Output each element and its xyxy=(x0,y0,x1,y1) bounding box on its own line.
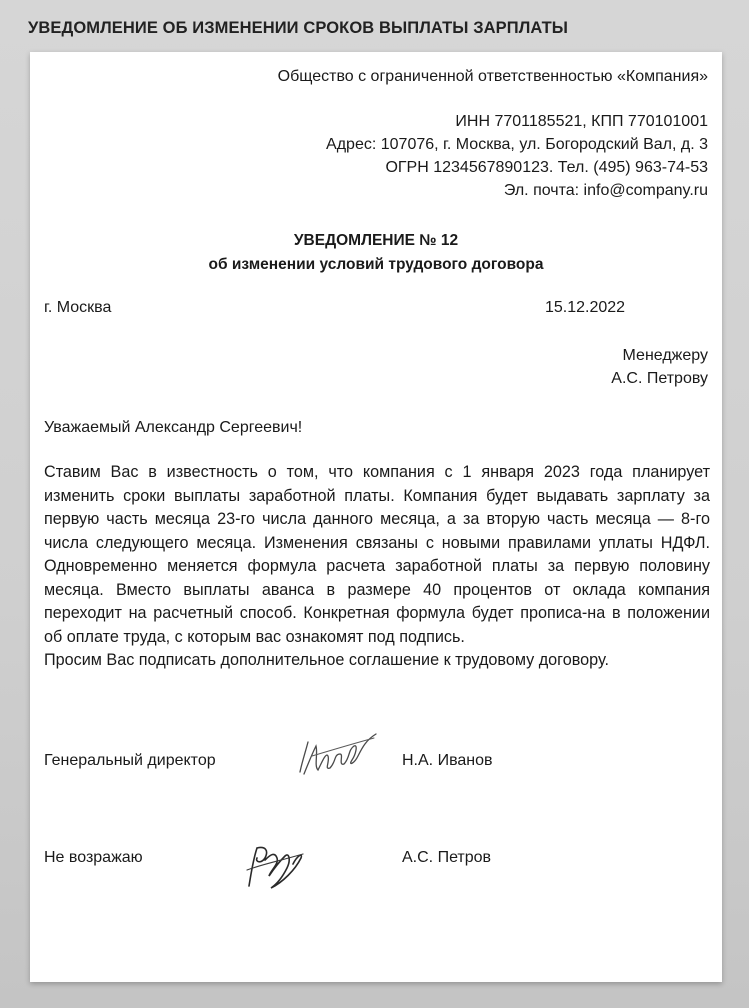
company-inn-kpp: ИНН 7701185521, КПП 770101001 xyxy=(455,113,708,130)
document-date: 15.12.2022 xyxy=(545,299,626,316)
notice-body xyxy=(44,461,710,673)
company-address: Адрес: 107076, г. Москва, ул. Богородский Вал, д. 3 xyxy=(326,136,708,153)
notice-subject: об изменении условий трудового договора xyxy=(208,256,544,273)
employee-note: Не возражаю xyxy=(44,849,143,866)
greeting: Уважаемый Александр Сергеевич! xyxy=(44,419,303,436)
body-paragraph-2: Просим Вас подписать дополнительное соглашение к трудовому договору. xyxy=(44,651,609,669)
company-ogrn-phone: ОГРН 1234567890123. Тел. (495) 963-74-53 xyxy=(385,159,708,176)
recipient-name: А.С. Петрову xyxy=(611,370,708,387)
body-paragraph-1: Ставим Вас в известность о том, что компания с 1 января 2023 года планирует изменить сроки выплаты заработной платы. Компания будет выдавать зарплату за первую часть месяца 23-го числа данного месяца, а за вторую часть месяца — 8-го числа следующего месяца. Изменения связаны с новыми правилами уплаты НДФЛ. Одновременно меняется формула расчета заработной платы за первую половину месяца. Вместо выплаты аванса в размере 40 процентов от оклада компания переходит на расчетный способ. Конкретная формула будет пропиcа-на в положении об оплате труда, с которым вас ознакомят под подпись. xyxy=(44,463,710,646)
employee-name: А.С. Петров xyxy=(402,849,492,866)
director-signature xyxy=(292,724,382,784)
director-name: Н.А. Иванов xyxy=(402,752,493,769)
company-name: Общество с ограниченной ответственностью «Компания» xyxy=(277,68,708,85)
document-city: г. Москва xyxy=(44,299,112,316)
notice-number: УВЕДОМЛЕНИЕ № 12 xyxy=(293,232,459,249)
company-email: Эл. почта: info@company.ru xyxy=(503,182,708,199)
document-header-title: УВЕДОМЛЕНИЕ ОБ ИЗМЕНЕНИИ СРОКОВ ВЫПЛАТЫ ЗАРПЛАТЫ xyxy=(28,19,569,37)
recipient-position: Менеджеру xyxy=(622,347,708,364)
document-sheet xyxy=(30,52,722,982)
director-title: Генеральный директор xyxy=(44,752,216,769)
employee-signature xyxy=(243,840,323,895)
